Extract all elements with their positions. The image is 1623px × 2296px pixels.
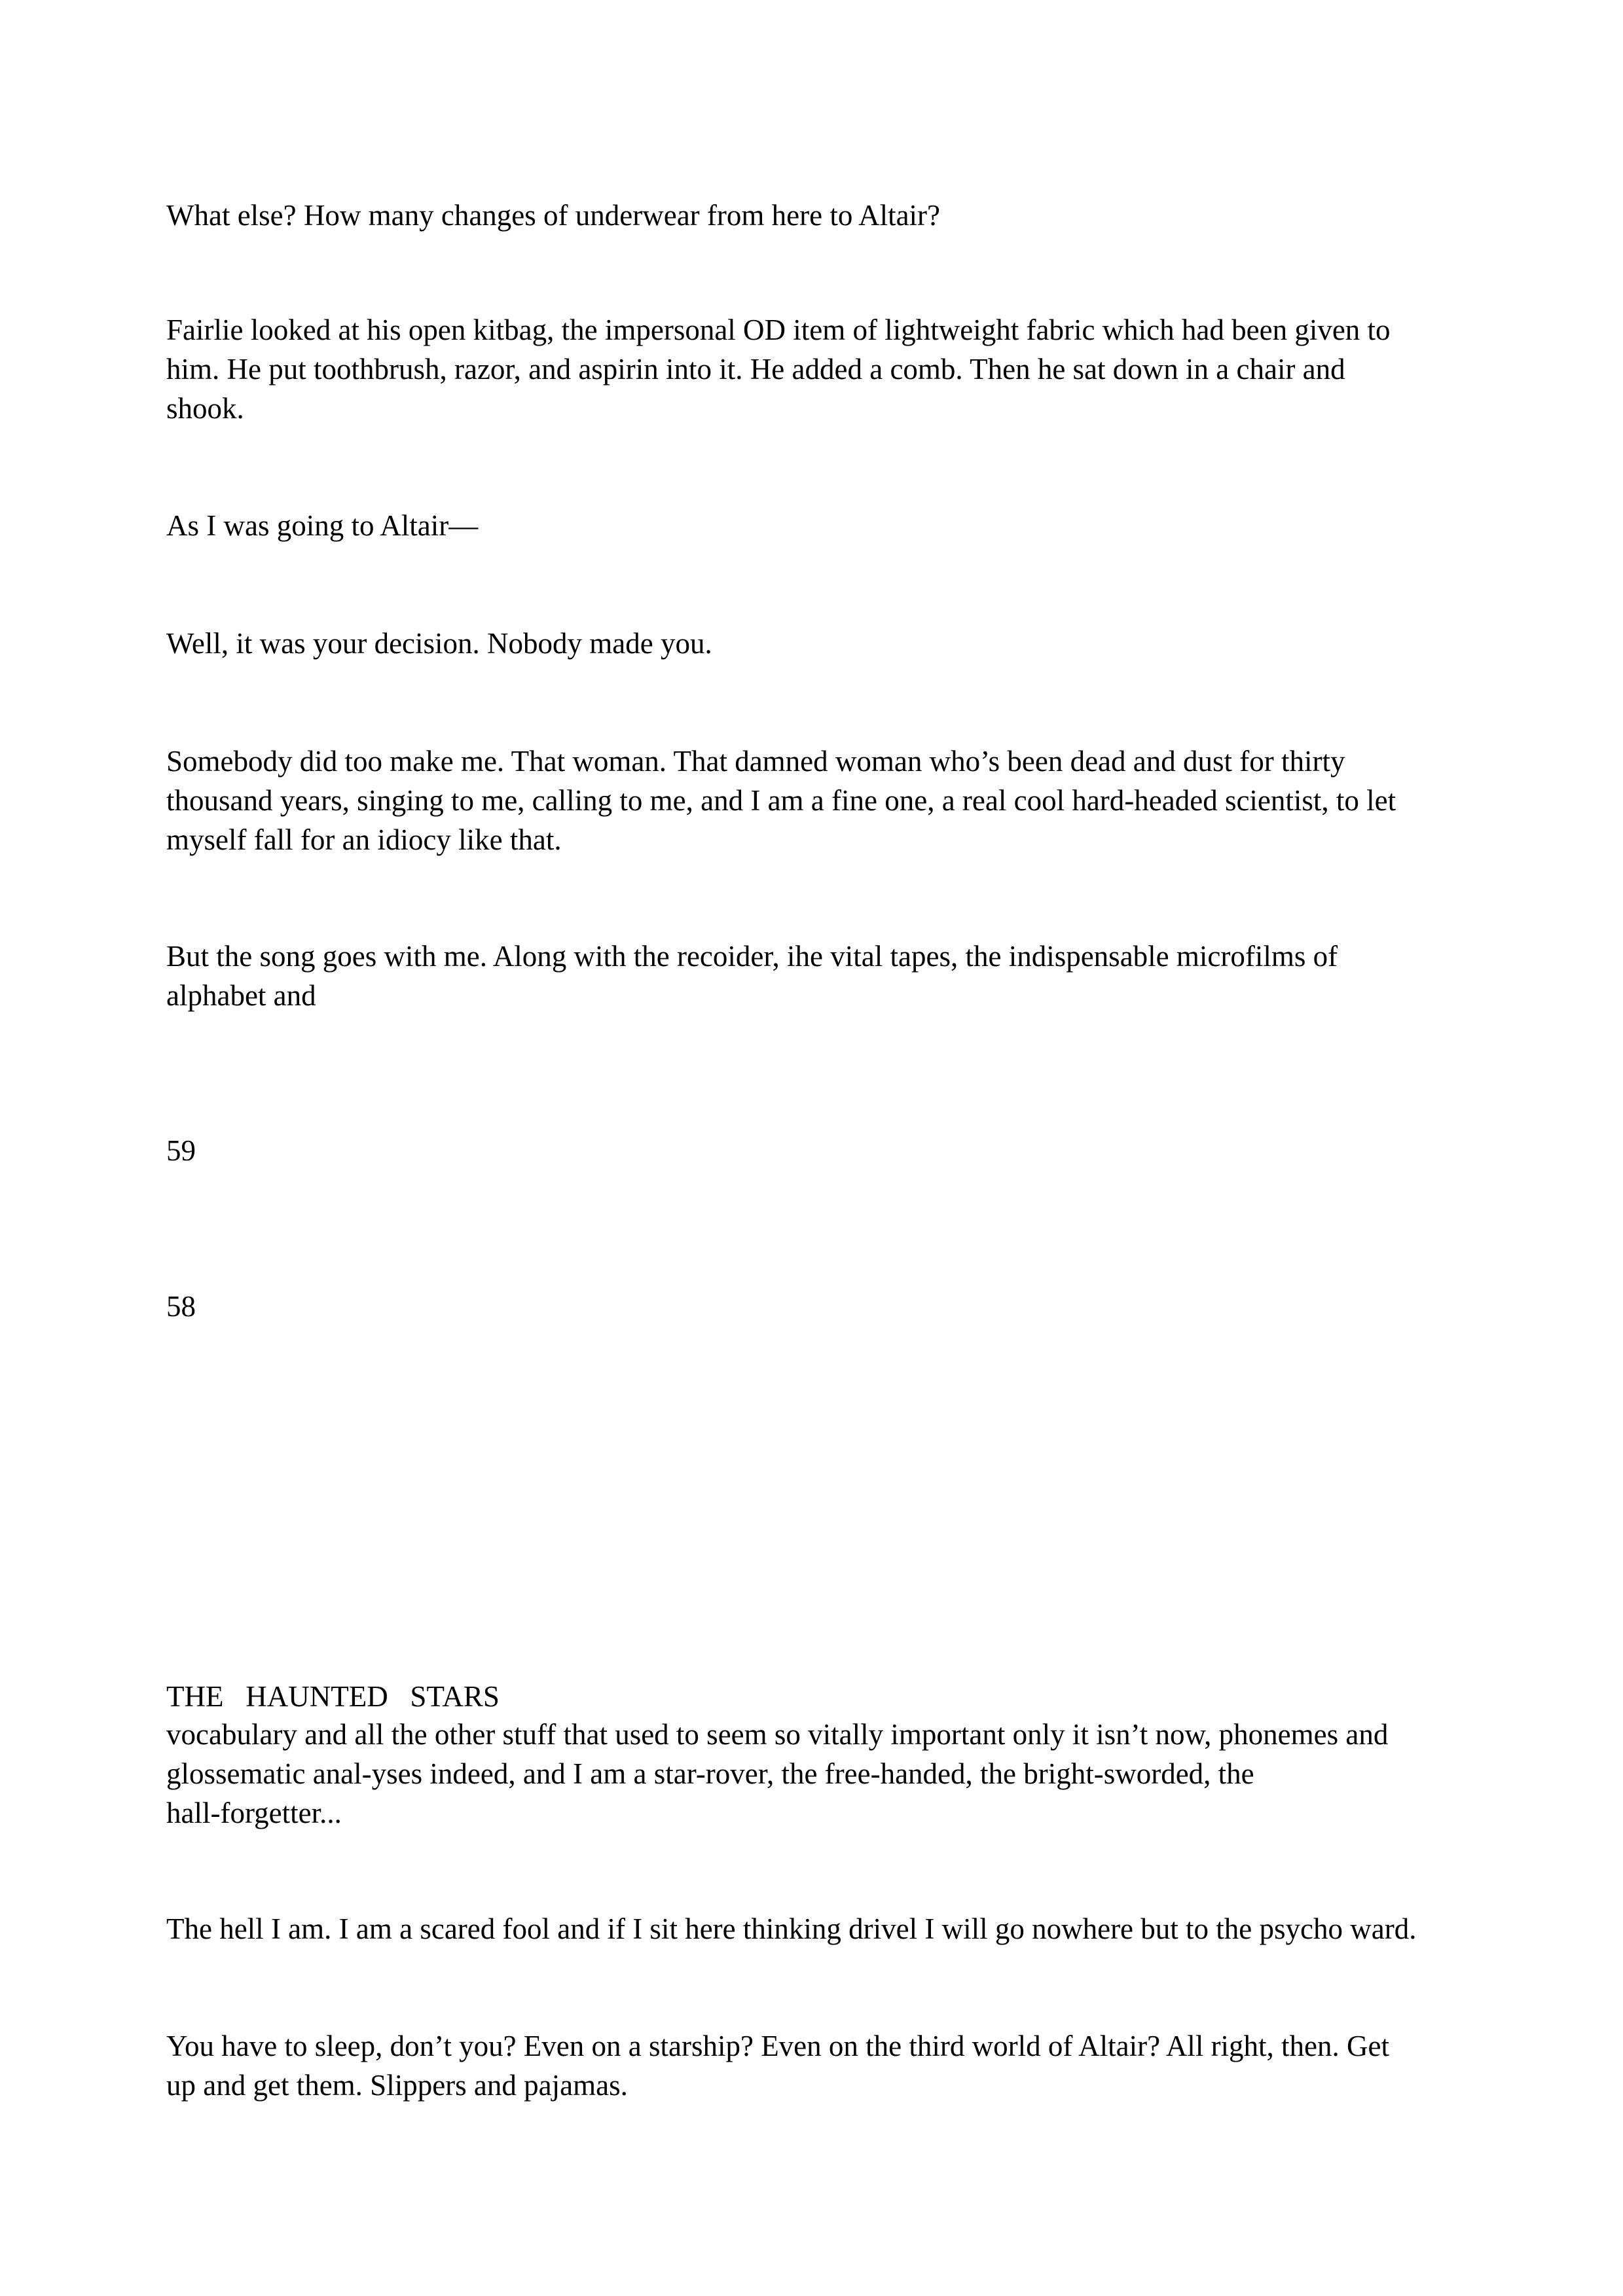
text-line: But the song goes with me. Along with the recoider, ihe vital tapes, the indispensable microfilms of [166,940,1338,973]
text-line: As I was going to Altair— [166,509,479,542]
paragraph-slippers-pajamas [166,2026,1476,2105]
page-number: 58 [166,1290,196,1323]
text-line: alphabet and [166,979,316,1012]
paragraph-going-to-altair [166,506,1476,545]
paragraph-song-goes-with-me [166,937,1476,1015]
text-line: What else? How many changes of underwear from here to Altair? [166,199,941,232]
text-line: thousand years, singing to me, calling to me, and I am a fine one, a real cool hard-headed scientist, to let [166,784,1396,817]
paragraph-underwear [166,196,1476,235]
page-number-58 [166,1287,1476,1326]
paragraph-vocabulary [166,1715,1476,1833]
page-number-59 [166,1131,1476,1170]
paragraph-that-woman [166,742,1476,859]
text-line: vocabulary and all the other stuff that used to seem so vitally important only it isn’t now, phonemes and [166,1718,1389,1751]
text-line: Well, it was your decision. Nobody made you. [166,627,712,660]
running-header-title: THE HAUNTED STARS [166,1680,500,1713]
page-number: 59 [166,1134,196,1167]
paragraph-scared-fool [166,1909,1476,1948]
text-line: him. He put toothbrush, razor, and aspirin into it. He added a comb. Then he sat down in a chair and [166,353,1345,386]
paragraph-kitbag [166,310,1476,428]
text-line: hall-forgetter... [166,1797,342,1829]
text-line: Somebody did too make me. That woman. That damned woman who’s been dead and dust for thirty [166,745,1345,778]
text-line: up and get them. Slippers and pajamas. [166,2069,628,2102]
text-line: Fairlie looked at his open kitbag, the impersonal OD item of lightweight fabric which had been given to [166,314,1391,346]
text-line: myself fall for an idiocy like that. [166,823,562,856]
text-line: glossematic anal-yses indeed, and I am a star-rover, the free-handed, the bright-sworded, the [166,1757,1254,1790]
text-line: shook. [166,392,244,425]
text-line: The hell I am. I am a scared fool and if I sit here thinking drivel I will go nowhere but to the psycho ward. [166,1912,1417,1945]
paragraph-your-decision [166,624,1476,663]
text-line: You have to sleep, don’t you? Even on a starship? Even on the third world of Altair? All right, then. Get [166,2030,1390,2062]
